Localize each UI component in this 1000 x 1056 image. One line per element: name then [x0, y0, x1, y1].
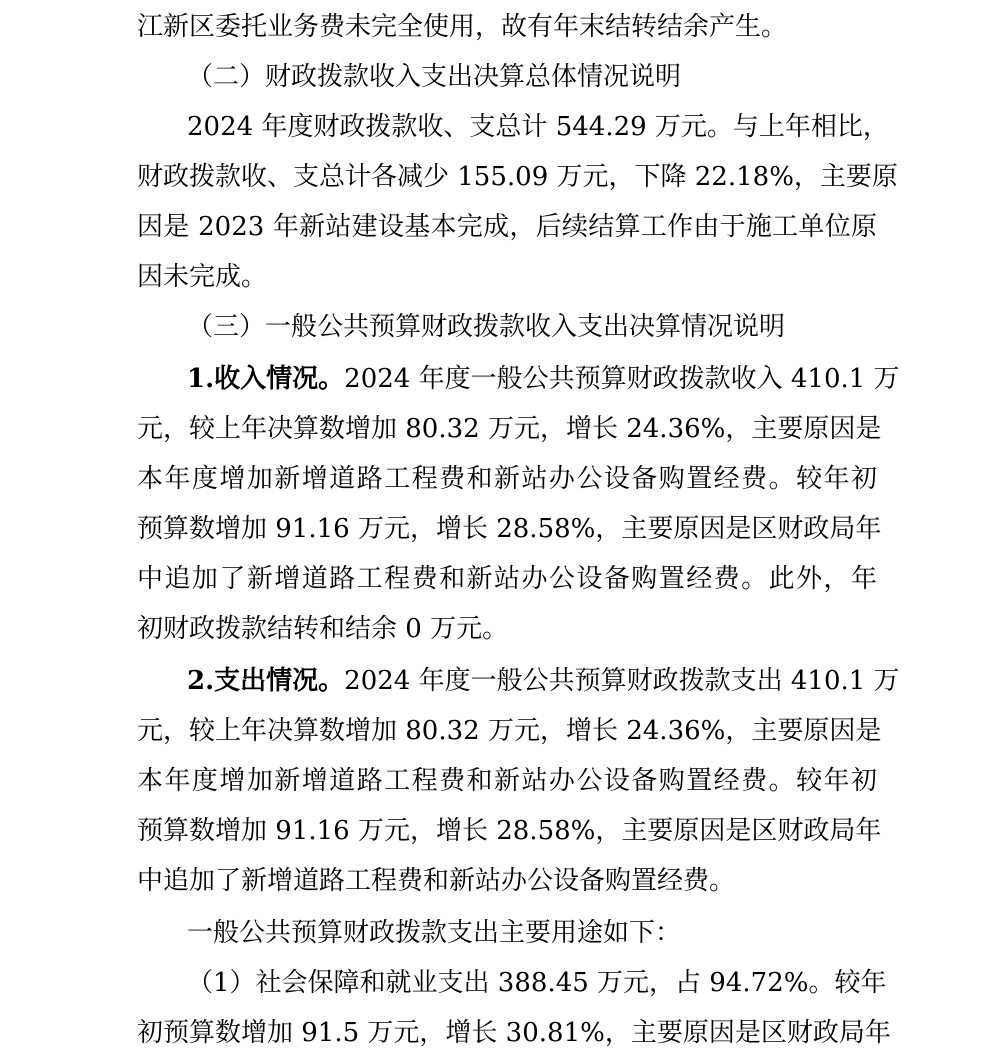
section-heading-3: （三）一般公共预算财政拨款收入支出决算情况说明	[187, 312, 786, 342]
section-heading-2: （二）财政拨款收入支出决算总体情况说明	[187, 62, 682, 92]
paragraph-line: 元，较上年决算数增加 80.32 万元，增长 24.36%，主要原因是	[137, 716, 882, 746]
subsection-income-label: 1.收入情况。	[187, 364, 345, 394]
paragraph-line: 预算数增加 91.16 万元，增长 28.58%，主要原因是区财政局年	[137, 514, 882, 544]
paragraph-line: 2024 年度财政拨款收、支总计 544.29 万元。与上年相比，	[187, 112, 889, 142]
paragraph-line: 因是 2023 年新站建设基本完成，后续结算工作由于施工单位原	[137, 212, 877, 242]
subsection-income-line	[187, 362, 900, 396]
paragraph-line: 本年度增加新增道路工程费和新站办公设备购置经费。较年初	[137, 766, 877, 796]
paragraph-line: 财政拨款收、支总计各减少 155.09 万元，下降 22.18%，主要原	[137, 162, 898, 192]
paragraph-line: 预算数增加 91.16 万元，增长 28.58%，主要原因是区财政局年	[137, 816, 882, 846]
paragraph-line: 中追加了新增道路工程费和新站办公设备购置经费。	[137, 866, 736, 896]
paragraph-text: 2024 年度一般公共预算财政拨款收入 410.1 万	[344, 364, 900, 394]
paragraph-line: （1）社会保障和就业支出 388.45 万元，占 94.72%。较年	[187, 968, 887, 998]
paragraph-line: 江新区委托业务费未完全使用，故有年末结转结余产生。	[137, 12, 788, 42]
paragraph-line: 初预算数增加 91.5 万元，增长 30.81%，主要原因是区财政局年	[137, 1018, 891, 1048]
paragraph-text: 2024 年度一般公共预算财政拨款支出 410.1 万	[344, 666, 900, 696]
subsection-expense-label: 2.支出情况。	[187, 666, 345, 696]
paragraph-line: 本年度增加新增道路工程费和新站办公设备购置经费。较年初	[137, 464, 877, 494]
paragraph-line: 初财政拨款结转和结余 0 万元。	[137, 614, 509, 644]
subsection-expense-line	[187, 664, 900, 698]
paragraph-line: 中追加了新增道路工程费和新站办公设备购置经费。此外，年	[137, 564, 877, 594]
paragraph-line: 元，较上年决算数增加 80.32 万元，增长 24.36%，主要原因是	[137, 414, 882, 444]
paragraph-line: 一般公共预算财政拨款支出主要用途如下：	[187, 918, 682, 948]
paragraph-line: 因未完成。	[137, 262, 268, 292]
